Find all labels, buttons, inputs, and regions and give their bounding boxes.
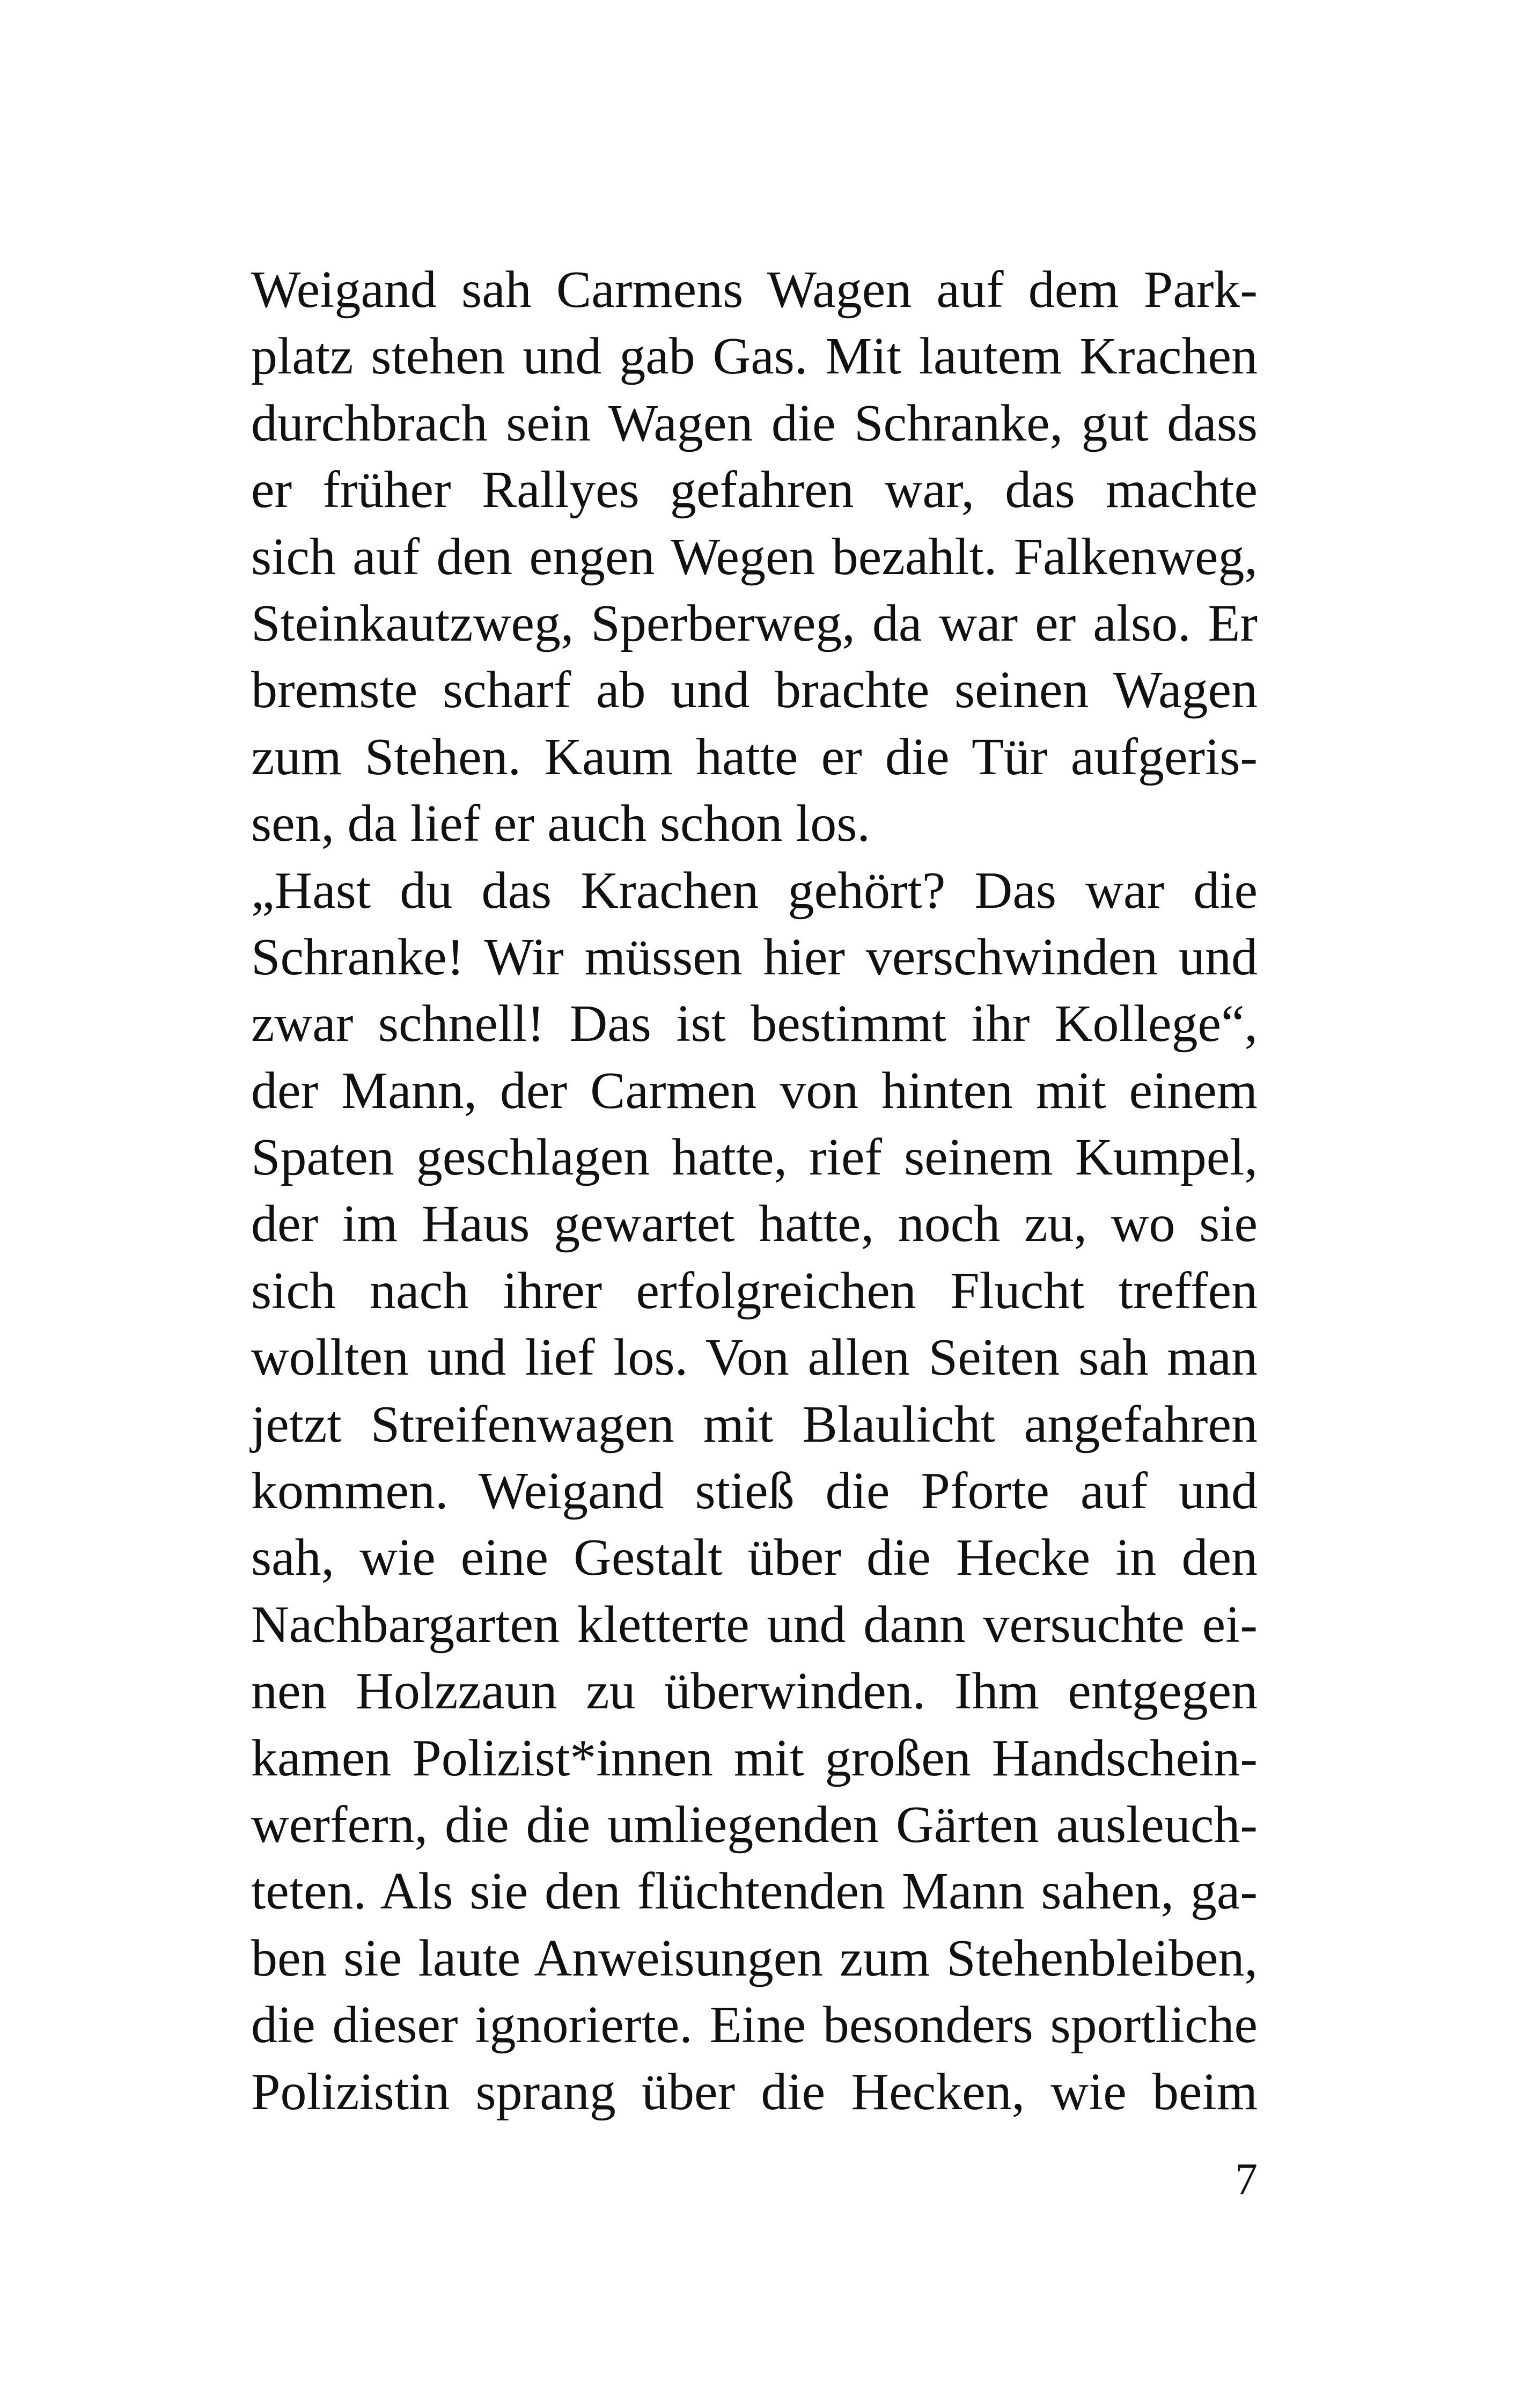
text-line: „Hast du das Krachen gehört? Das war die: [251, 861, 1258, 920]
text-line: kamen Polizist*innen mit großen Handschein-: [251, 1729, 1258, 1787]
text-line: Spaten geschlagen hatte, rief seinem Kumpel,: [251, 1128, 1258, 1187]
text-line: ben sie laute Anweisungen zum Stehenbleiben,: [251, 1929, 1258, 1987]
text-line: er früher Rallyes gefahren war, das machte: [251, 461, 1258, 519]
text-line: die dieser ignorierte. Eine besonders sportliche: [251, 1996, 1258, 2054]
text-line: Steinkautzweg, Sperberweg, da war er also. Er: [251, 594, 1258, 652]
page-number: 7: [1235, 2154, 1258, 2204]
text-line: teten. Als sie den flüchtenden Mann sahen, ga-: [251, 1862, 1258, 1921]
text-line: sich nach ihrer erfolgreichen Flucht treffen: [251, 1261, 1258, 1320]
text-line: sah, wie eine Gestalt über die Hecke in den: [251, 1529, 1258, 1587]
text-line: kommen. Weigand stieß die Pforte auf und: [251, 1462, 1258, 1521]
text-line: werfern, die die umliegenden Gärten ausleuch-: [251, 1795, 1258, 1854]
text-line: Polizistin sprang über die Hecken, wie beim: [251, 2062, 1258, 2121]
body-text: [251, 256, 1258, 2125]
text-line: zwar schnell! Das ist bestimmt ihr Kollege“,: [251, 995, 1258, 1053]
text-line: jetzt Streifenwagen mit Blaulicht angefahren: [251, 1395, 1258, 1453]
text-line: sich auf den engen Wegen bezahlt. Falkenweg,: [251, 527, 1258, 586]
text-line: sen, da lief er auch schon los.: [251, 795, 870, 853]
text-line: bremste scharf ab und brachte seinen Wagen: [251, 661, 1258, 720]
text-line: Weigand sah Carmens Wagen auf dem Park-: [251, 261, 1258, 319]
text-line: nen Holzzaun zu überwinden. Ihm entgegen: [251, 1662, 1258, 1721]
text-line: Schranke! Wir müssen hier verschwinden und: [251, 928, 1258, 986]
text-line: zum Stehen. Kaum hatte er die Tür aufgeris-: [251, 728, 1258, 786]
text-line: der Mann, der Carmen von hinten mit einem: [251, 1061, 1258, 1120]
text-line: durchbrach sein Wagen die Schranke, gut dass: [251, 394, 1258, 452]
text-line: platz stehen und gab Gas. Mit lautem Krachen: [251, 327, 1258, 386]
text-line: wollten und lief los. Von allen Seiten sah man: [251, 1328, 1258, 1387]
text-line: Nachbargarten kletterte und dann versuchte ei-: [251, 1595, 1258, 1654]
text-line: der im Haus gewartet hatte, noch zu, wo sie: [251, 1195, 1258, 1253]
